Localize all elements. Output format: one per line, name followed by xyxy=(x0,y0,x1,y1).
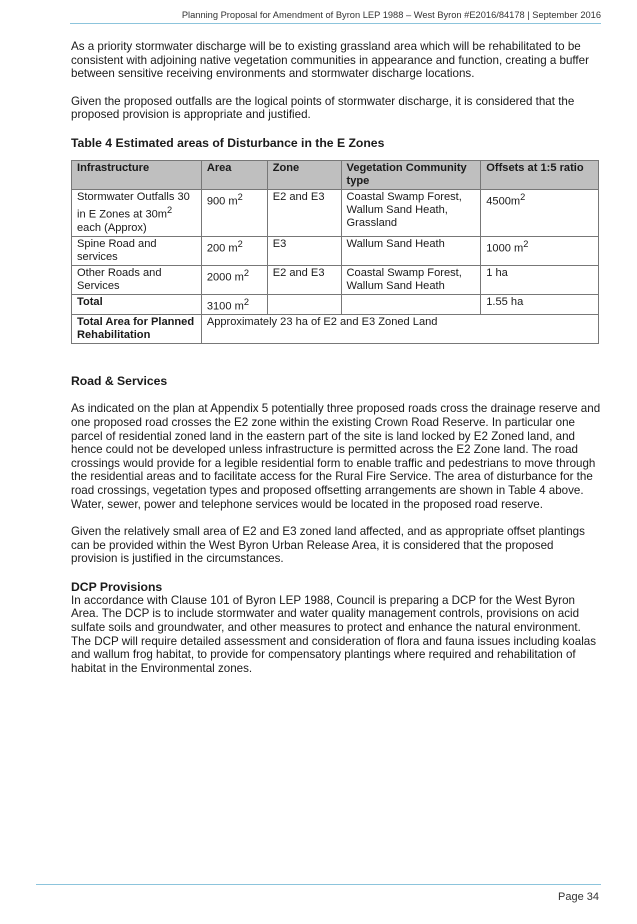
cell-total-vegetation xyxy=(341,294,481,315)
cell-total-area: 3100 $m^2$ xyxy=(201,294,267,315)
page-number: Page 34 xyxy=(558,891,599,903)
footer-divider xyxy=(36,884,601,885)
paragraph-outfalls-justified: Given the proposed outfalls are the logical points of stormwater discharge, it is considered that the proposed provision is appropriate and justified. xyxy=(71,94,575,122)
paragraph-dcp: In accordance with Clause 101 of Byron LEP 1988, Council is preparing a DCP for the West Byron Area. The DCP is to include stormwater and water quality management controls, provisions on acid sulfate soils and groundwater, and other measures to protect and enhance the natural environment. The DCP will require detailed assessment and consideration of flora and fauna issues including koalas and wallum frog habitat, to provide for compensatory plantings where required and rehabilitation of habitat in the Environmental zones. xyxy=(71,593,597,675)
cell-vegetation: Wallum Sand Heath xyxy=(341,236,481,265)
cell-infrastructure: Other Roads and Services xyxy=(72,265,202,294)
page-header: Planning Proposal for Amendment of Byron LEP 1988 – West Byron #E2016/84178 | September 2016 xyxy=(70,10,601,24)
cell-area: 900 $m^2$ xyxy=(201,189,267,236)
table-header-row xyxy=(72,160,599,189)
road-services-heading: Road & Services xyxy=(71,374,168,389)
cell-rehab-text: Approximately 23 ha of E2 and E3 Zoned Land xyxy=(201,315,598,344)
header-vegetation: Vegetation Community type xyxy=(341,160,481,189)
cell-total-zone xyxy=(267,294,341,315)
header-offsets: Offsets at 1:5 ratio xyxy=(481,160,599,189)
page-content xyxy=(71,40,603,675)
dcp-heading: DCP Provisions xyxy=(71,579,163,594)
cell-infrastructure: Spine Road and services xyxy=(72,236,202,265)
header-area: Area xyxy=(201,160,267,189)
table-row xyxy=(72,265,599,294)
table-row xyxy=(72,189,599,236)
header-zone: Zone xyxy=(267,160,341,189)
cell-vegetation: Coastal Swamp Forest, Wallum Sand Heath xyxy=(341,265,481,294)
paragraph-road-justified: Given the relatively small area of E2 and E3 zoned land affected, and as appropriate offset plantings can be provided within the West Byron Urban Release Area, it is considered that the proposed provision is justified in the circumstances. xyxy=(71,525,585,566)
table-total-row xyxy=(72,294,599,315)
disturbance-table xyxy=(71,160,599,344)
cell-area: 2000 $m^2$ xyxy=(201,265,267,294)
paragraph-road-crossings: As indicated on the plan at Appendix 5 potentially three proposed roads cross the drainage reserve and one proposed road crosses the E2 zone within the existing Crown Road Reserve. In particular one parcel of residential zoned land in the eastern part of the site is land locked by E2 Zoned land, and hence could not be developed unless infrastructure is permitted across the E2 Zone land. The road crossings would provide for a legible residential form to enable traffic and pedestrians to move through the residential areas and to facilitate access for the Rural Fire Service. The area of disturbance for the road crossings, vegetation types and proposed offsetting arrangements are shown in Table 4 above. Water, sewer, power and telephone services would be located in the proposed road reserve. xyxy=(71,402,601,511)
section-spacer xyxy=(71,344,603,374)
table-row xyxy=(72,236,599,265)
cell-area: 200 $m^2$ xyxy=(201,236,267,265)
header-infrastructure: Infrastructure xyxy=(72,160,202,189)
cell-zone: E3 xyxy=(267,236,341,265)
cell-offset: $4500m^2$ xyxy=(481,189,599,236)
cell-rehab-label: Total Area for Planned Rehabilitation xyxy=(72,315,202,344)
cell-infrastructure: Stormwater Outfalls 30 in E Zones at $30m^2$ each (Approx) xyxy=(72,189,202,236)
cell-total-label: Total xyxy=(72,294,202,315)
paragraph-stormwater-priority: As a priority stormwater discharge will be to existing grassland area which will be rehabilitated to be consistent with adjoining native vegetation communities in appearance and function, creating a buffer between sensitive receiving environments and stormwater discharge locations. xyxy=(71,40,589,81)
cell-vegetation: Coastal Swamp Forest, Wallum Sand Heath, Grassland xyxy=(341,189,481,236)
cell-zone: E2 and E3 xyxy=(267,189,341,236)
cell-zone: E2 and E3 xyxy=(267,265,341,294)
table-caption: Table 4 Estimated areas of Disturbance in the E Zones xyxy=(71,135,385,150)
cell-total-offset: 1.55 ha xyxy=(481,294,599,315)
table-rehab-row xyxy=(72,315,599,344)
cell-offset: 1 ha xyxy=(481,265,599,294)
cell-offset: 1000 $m^2$ xyxy=(481,236,599,265)
